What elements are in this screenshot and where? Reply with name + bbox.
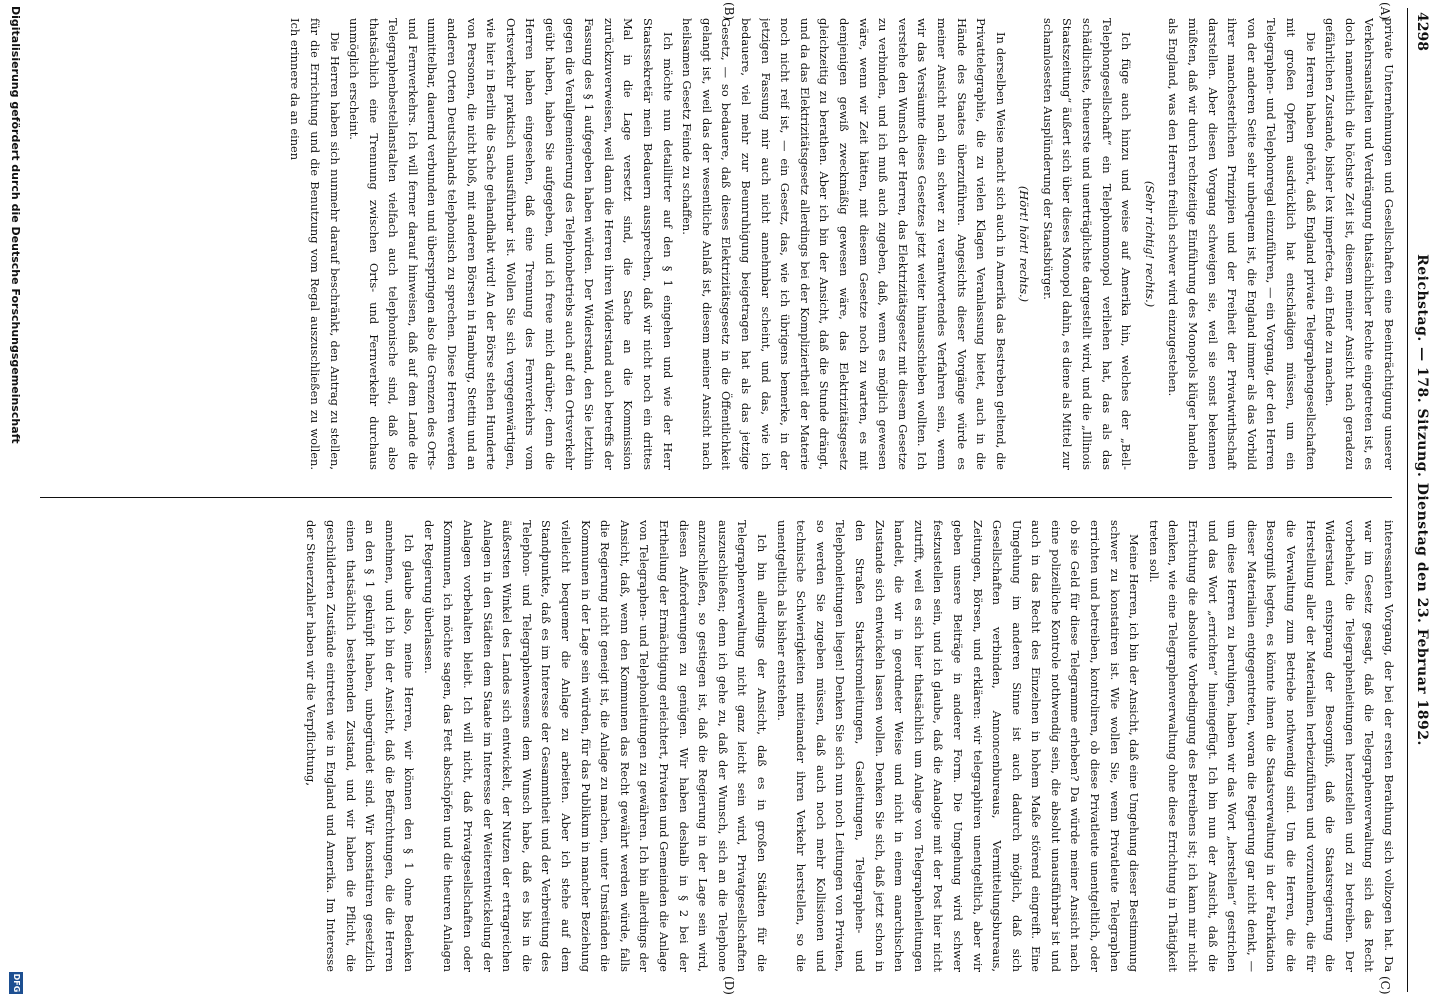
margin-mark-b: (B)	[722, 2, 736, 21]
margin-mark-a: (A)	[1378, 2, 1392, 21]
left-paragraph-4: In derselben Weise macht sich auch in Amerika das Bestreben geltend, die Privattelegraphie, die zu vielen Klagen Veranlassung bietet, auch in die Hände des Staates überzuführen. Angesichts dieser Vorgänge würde es meiner Ansicht nach ein schwer zu verantwortendes Verfahren sein, wenn wir das Versäumte dieses Gesetzes jetzt weiter hinausschieben wollten. Ich verstehe den Wunsch der Herren, das Elektrizitätsgesetz mit diesem Gesetze zu verbinden, und ich muß auch zugeben, daß, wenn es möglich gewesen wäre, wenn wir Zeit hätten, mit diesem Gesetze noch zu warten, es mit demjenigen gewiß zweckmäßig gewesen wäre, das Elektrizitätsgesetz gleichzeitig zu berathen. Aber ich bin der Ansicht, daß die Stunde drängt, und da das Elektrizitätsgesetz allerdings bei der Kompliziertheit der Materie noch nicht reif ist, — ein Gesetz, das, wie ich übrigens bemerke, in der jetzigen Fassung mir auch nicht annehmbar scheint, und das, wie ich bedauere, viel mehr zur Beunruhigung beigetragen hat als das jetzige Gesetz, — so bedauere, daß dieses Elektrizitätsgesetz in die Öffentlichkeit gelangt ist, weil das der wesentliche Anlaß ist, diesem meiner Ansicht nach heilsamen Gesetz Feinde zu schaffen.	[680, 18, 1008, 470]
running-title: Reichstag. — 178. Sitzung. Dienstag den 23. Februar 1892.	[1414, 254, 1430, 746]
page-number: 4298	[1414, 12, 1430, 51]
right-paragraph-1: interessanten Vorgang, der bei der ersten Berathung sich vollzogen hat. Da war im Gesetz gesagt, daß die Telegraphenverwaltung sich das Recht vorbehalte, die Telegraphenleitungen herzustellen und zu betreiben. Der Widerstand entsprang der Besorgniß, daß die Staatsregierung die Herstellung aller der Materialien herbeizuführen und vorzunehmen, die für die Verwaltung zum Betriebe nothwendig sind. Um die Herren, die die Besorgniß hegten, es könnte ihnen die Staatsverwaltung in der Fabrikation dieser Materialien entgegentreten, woran die Regierung gar nicht denkt, — um diese Herren zu beruhigen, haben wir das Wort „herstellen“ gestrichen und das Wort „errichten“ hineingefügt. Ich bin nun der Ansicht, daß die Errichtung die absolute Vorbedingung des Betreibens ist; ich kann mir nicht denken, wie eine Telegraphenverwaltung ohne diese Errichtung in Thätigkeit treten soll.	[1146, 520, 1396, 972]
margin-mark-d: (D)	[722, 976, 736, 995]
left-paragraph-3: Ich füge auch hinzu und weise auf Amerika hin, welches der „Bell-Telephongesellschaft“ ein Telephonmonopol verliehen hat, das als das schädlichste, theuerste und unerträglichste dargestellt wird, und die „Illinois Staatszeitung“ äußert sich über dieses Monopol dahin, es diene als Mittel zur schamlosesten Ausplünderung der Staatsbürger.	[1040, 18, 1134, 470]
page-footer	[4, 0, 24, 1000]
dfg-logo-icon: DFG	[9, 972, 23, 994]
page-header	[1404, 0, 1432, 1000]
left-paragraph-2: Die Herren haben gehört, daß England private Telegraphengesellschaften mit großen Opfern ausdrücklich hat entschädigen müssen, um ein Telegraphen- und Telephonregal einzuführen, — ein Vorgang, der den Herren von der anderen Seite sehr unbequem ist, die England immer als das Vorbild ihrer manchesterlichen Prinzipien und der Freiheit der Privatwirthschaft darstellen. Aber diesen Vorgang schweigen sie, weil sie sonst bekennen müßten, daß wir durch rechtzeitige Einführung des Monopols klüger handeln als England, was den Herren freilich schwer wird einzugestehen.	[1166, 18, 1318, 470]
right-paragraph-3: Ich bin allerdings der Ansicht, daß es in großen Städten für die Telegraphenverwaltung nicht ganz leicht sein wird, Privatgesellschaften auszuschließen; denn ich gehe zu, daß der Wunsch, sich an die Telephone anzuschließen, so gestiegen ist, daß die Regierung in der Lage sein wird, diesen Anforderungen zu genügen. Wir haben deshalb in § 2 bei der Ertheilung der Ermächtigung erleichtert, Privaten und Gemeinden die Anlage von Telegraphen- und Telephonleitungen zu gewähren. Ich bin allerdings der Ansicht, daß, wenn den Kommunen das Recht gewährt werden würde, falls die Regierung nicht geneigt ist, die Anlage zu machen, unter Umständen die Kommunen in der Lage sein würden, für das Publikum in mancher Beziehung vielleicht bequemer die Anlage zu arbeiten. Aber ich stehe auf dem Standpunkte, daß es im Interesse der Gesammtheit und der Verbreitung des Telephon- und Telegraphenwesens dem Wunsch habe, daß es bis in die äußersten Winkel des Landes sich entwickelt, der Nutzen der ertragreichen Anlagen in den Städten dem Staate im Interesse der Weiterentwickelung der Anlagen vorbehalten bleibt. Ich will nicht, daß Privatgesellschaften oder Kommunen, ich möchte sagen, das Fett abschöpfen und die theuren Anlagen der Regierung überlassen.	[421, 520, 769, 972]
right-column	[38, 520, 1398, 972]
left-paragraph-1: private Unternehmungen und Gesellschaften eine Beeinträchtigung unserer Verkehrsanstalten und Verdrängung thatsächlicher Rechte eingetreten ist, es doch namentlich die höchste Zeit ist, diesem meiner Ansicht nach geradezu gefährlichen Zustande, bisher lex imperfecta, ein Ende zu machen.	[1323, 18, 1396, 470]
interjection-sehr-richtig: (Sehr richtig! rechts.)	[1142, 180, 1157, 308]
margin-mark-c: (C)	[1378, 976, 1392, 995]
digitization-note: Digitalisierung gefördert durch die Deutsche Forschungsgemeinschaft	[9, 6, 22, 444]
left-column	[38, 18, 1398, 470]
right-paragraph-2: Meine Herren, ich bin der Ansicht, daß eine Umgehung dieser Bestimmung schwer zu konstatiren ist. Wie wollen Sie, wenn Privatleute Telegraphen errichten und betreiben, kontroliren, ob diese Privatleute unentgeltlich, oder ob sie Geld für diese Telegramme erheben? Da würde meiner Ansicht nach eine polizeiliche Kontrole nothwendig sein, die absolut unausführbar ist und auch in das Recht des Einzelnen in hohem Maße störend eingreift. Eine Umgehung im anderen Sinne ist auch dadurch möglich, daß sich Gesellschaften verbinden, Annoncenbureaus, Vermittelungsbureaus, Zeitungen, Börsen, und erklären: wir telegraphiren unentgeltlich, aber wir geben unsere Beiträge in anderer Form. Die Umgehung wird schwer festzustellen sein, und ich glaube, daß die Analogie mit der Post hier nicht zutrifft, weil es sich hier thatsächlich um Anlage von Telegraphenleitungen handelt, die wir in geordneter Weise und nicht in einem anarchischen Zustande sich entwickeln lassen wollen. Denken Sie sich, daß jetzt schon in den Straßen Starkstromleitungen, Gasleitungen, Telegraphen- und Telephonleitungen liegen! Denken Sie sich nun noch Leitungen von Privaten, so werden Sie zugeben müssen, daß auch noch mehr Kollisionen und technische Schwierigkeiten miteinander ihren Verkehr herstellen, so die unentgeltlich als bisher entstehen.	[774, 520, 1142, 972]
interjection-hoert-hoert: (Hört! hört! rechts.)	[1017, 185, 1032, 303]
left-paragraph-6: Die Herren haben sich nunmehr darauf beschränkt, den Antrag zu stellen, für die Errichtung und die Benutzung vom Regal auszuschließen zu wollen. Ich erinnere da an einen	[288, 18, 342, 470]
header-rule	[1407, 8, 1408, 992]
right-paragraph-4: Ich glaube also, meine Herren, wir können den § 1 ohne Bedenken annehmen, und ich bin der Ansicht, daß die Befürchtungen, die die Herren an den § 1 geknüpft haben, unbegründet sind. Wir konstatiren gesetzlich einen thatsächlich bestehenden Zustand, und wir haben die Pflicht, die geschilderten Zustände eintreten wie in England und Amerika. Im Interesse der Steuerzahler haben wir die Verpflichtung,	[304, 520, 417, 972]
column-divider	[40, 497, 1392, 498]
left-paragraph-5: Ich möchte nun detaillirter auf den § 1 eingehen und wie der Herr Staatssekretär mein Bedauern aussprechen, daß wir nicht noch ein drittes Mal in die Lage versetzt sind, die Sache an die Kommission zurückzuverweisen, weil dann die Herren ihren Widerstand auch betreffs der Fassung des § 1 aufgegeben haben würden. Der Widerstand, den Sie letzthin gegen die Verallgemeinerung des Telephonbetriebs auch auf den Ortsverkehr geübt haben, haben Sie aufgegeben, und ich freue mich darüber; denn die Herren haben eingesehen, daß eine Trennung des Fernverkehrs vom Ortsverkehr praktisch unausführbar ist. Wollen Sie sich vergegenwärtigen, wie hier in Berlin die Sache gehandhabt wird! An der Börse stehen Hunderte von Personen, die nicht bloß, mit anderen Börsen in Hamburg, Stettin und an anderen Orten Deutschlands telephonisch zu sprechen. Diese Herren werden unmittelbar, dauernd verbunden und überspringen also die Grenzen des Orts- und Fernverkehrs. Ich will ferner darauf hinweisen, daß auf dem Lande die Telegraphenbestellanstalten vielfach auch telephonische sind, daß also thatsächlich eine Trennung zwischen Orts- und Fernverkehr durchaus unmöglich erscheint.	[347, 18, 675, 470]
